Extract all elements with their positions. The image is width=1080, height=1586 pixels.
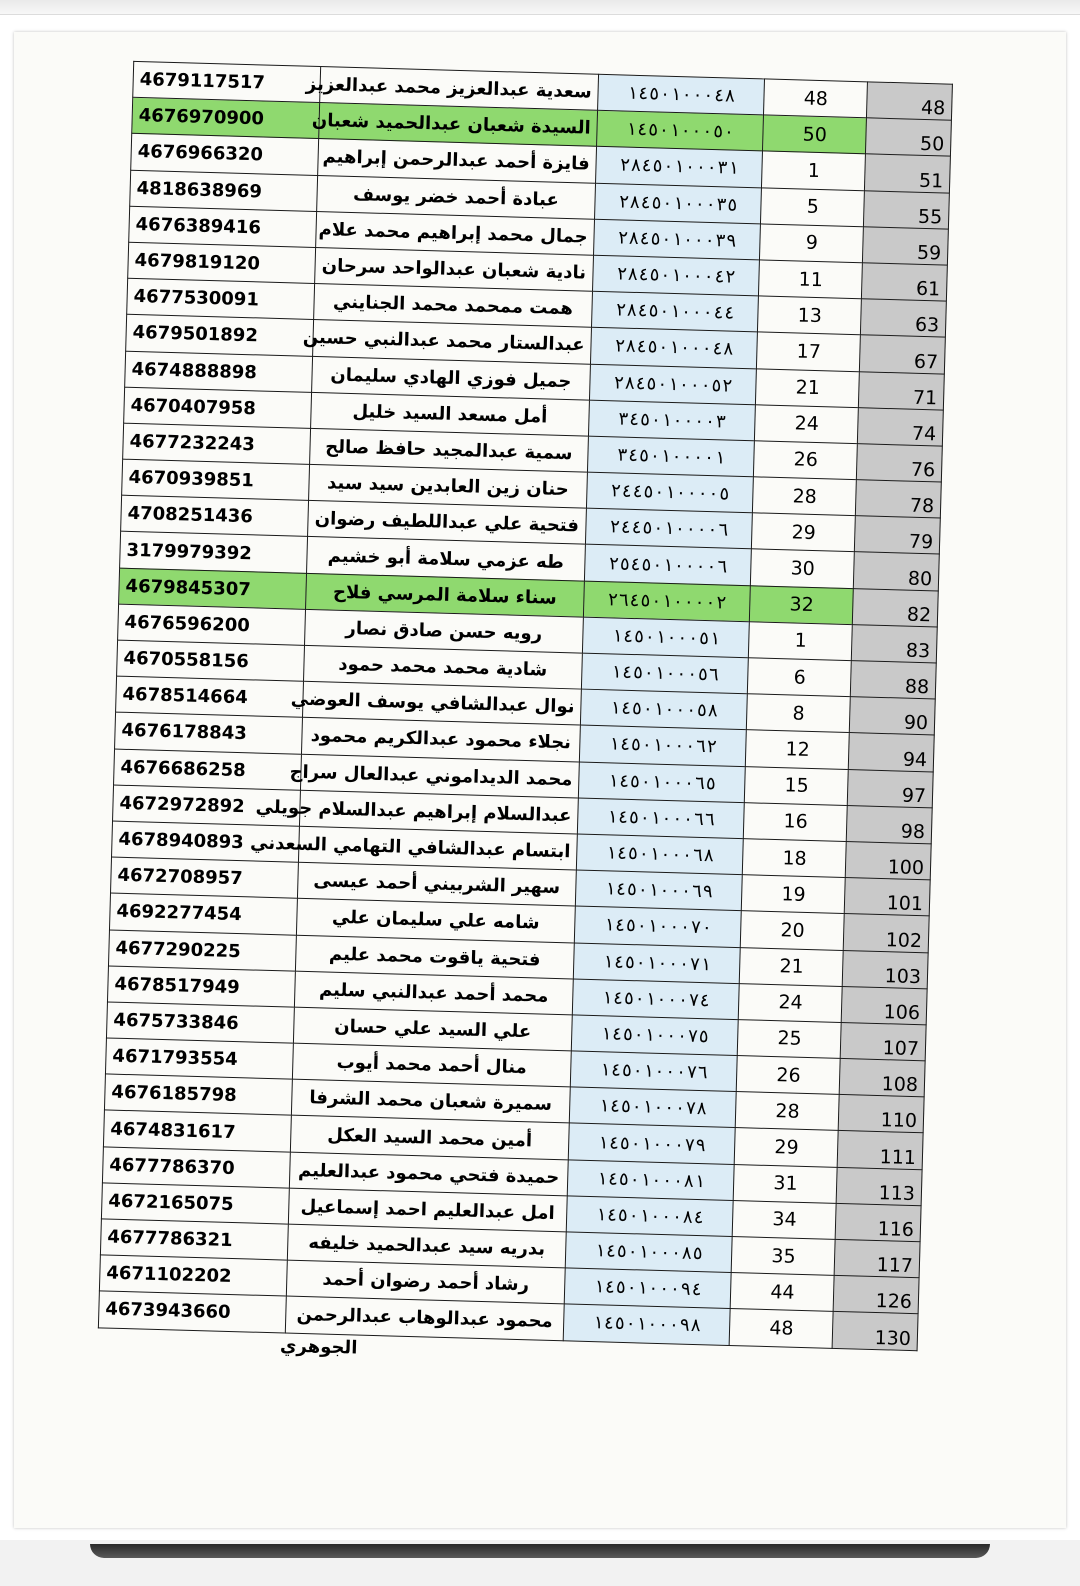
name-cell: حنان زين العابدين سيد سيد xyxy=(308,464,587,508)
code-cell: ١٤٥٠١٠٠٠٧٠ xyxy=(574,906,741,947)
id-cell: 4678514664 xyxy=(116,676,304,717)
name-cell: عبادة أحمد خضر يوسف xyxy=(316,175,595,219)
id-cell: 4676686258 xyxy=(114,749,302,790)
serial-cell: 51 xyxy=(865,154,951,193)
name-cell: سناء سلامة المرسي فلاح xyxy=(305,573,584,617)
serial-cell: 111 xyxy=(838,1131,924,1170)
name-cell: عبدالسلام إبراهيم عبدالسلام جويلي xyxy=(299,790,578,834)
serial-cell: 83 xyxy=(852,624,938,663)
code-cell: ١٤٥٠١٠٠٠٧٤ xyxy=(572,979,739,1020)
name-cell: جميل فوزي الهادي سليمان xyxy=(311,356,590,400)
serial-cell: 107 xyxy=(841,1022,927,1061)
serial-cell: 78 xyxy=(856,480,942,519)
code-cell: ١٤٥٠١٠٠٠٧٥ xyxy=(571,1015,738,1056)
name-cell: بدريه سيد عبدالحميد خليفه xyxy=(287,1224,566,1268)
code-cell: ٢٨٤٥٠١٠٠٠٣١ xyxy=(596,147,763,188)
number-cell: 34 xyxy=(733,1200,837,1239)
name-cell: نوال عبدالشافي يوسف العوضي xyxy=(302,681,581,725)
serial-cell: 130 xyxy=(832,1312,918,1351)
number-cell: 24 xyxy=(755,405,859,444)
id-cell: 4679819120 xyxy=(128,242,316,283)
serial-cell: 90 xyxy=(850,697,936,736)
id-cell: 4677232243 xyxy=(123,423,311,464)
code-cell: ٢٨٤٥٠١٠٠٠٣٥ xyxy=(595,183,762,224)
top-strip xyxy=(0,0,1080,15)
name-cell: رويه حسن صادق نصار xyxy=(304,609,583,653)
serial-cell: 55 xyxy=(864,190,950,229)
serial-cell: 106 xyxy=(842,986,928,1025)
number-cell: 26 xyxy=(737,1056,841,1095)
number-cell: 19 xyxy=(742,875,846,914)
number-cell: 20 xyxy=(741,911,845,950)
id-cell: 4671793554 xyxy=(105,1038,293,1079)
id-cell: 4676970900 xyxy=(132,98,320,139)
code-cell: ٢٦٤٥٠١٠٠٠٠٢ xyxy=(584,581,751,622)
id-cell: 4676596200 xyxy=(118,604,306,645)
serial-cell: 101 xyxy=(845,878,931,917)
number-cell: 24 xyxy=(739,983,843,1022)
id-cell: 4672165075 xyxy=(101,1183,289,1224)
id-cell: 4679501892 xyxy=(126,315,314,356)
number-cell: 21 xyxy=(740,947,844,986)
id-cell: 4674831617 xyxy=(103,1110,291,1151)
serial-cell: 97 xyxy=(848,769,934,808)
number-cell: 16 xyxy=(744,802,848,841)
name-cell: علي السيد علي حسان xyxy=(293,1007,572,1051)
number-cell: 9 xyxy=(760,224,864,263)
code-cell: ١٤٥٠١٠٠٠٥٦ xyxy=(582,653,749,694)
name-cell: نادية شعبان عبدالواحد سرحان xyxy=(314,247,593,291)
number-cell: 11 xyxy=(759,260,863,299)
code-cell: ٣٤٥٠١٠٠٠٠١ xyxy=(588,436,755,477)
number-cell: 1 xyxy=(762,151,866,190)
id-cell: 4676178843 xyxy=(115,712,303,753)
bottom-bar xyxy=(90,1544,990,1558)
number-cell: 48 xyxy=(729,1309,833,1348)
id-cell: 4670939851 xyxy=(122,459,310,500)
number-cell: 15 xyxy=(745,766,849,805)
serial-cell: 71 xyxy=(859,371,945,410)
serial-cell: 100 xyxy=(846,841,932,880)
name-cell: سعدية عبدالعزيز محمد عبدالعزيز xyxy=(319,67,598,111)
code-cell: ٢٥٤٥٠١٠٠٠٠٦ xyxy=(585,545,752,586)
number-cell: 32 xyxy=(750,585,854,624)
id-cell: 4818638969 xyxy=(130,170,318,211)
serial-cell: 116 xyxy=(835,1203,921,1242)
code-cell: ١٤٥٠١٠٠٠٧٨ xyxy=(569,1087,736,1128)
serial-cell: 126 xyxy=(833,1276,919,1315)
serial-cell: 108 xyxy=(840,1059,926,1098)
serial-cell: 76 xyxy=(857,444,943,483)
id-cell: 4673943660 xyxy=(98,1291,286,1332)
serial-cell: 59 xyxy=(863,227,949,266)
number-cell: 17 xyxy=(757,332,861,371)
serial-cell: 117 xyxy=(834,1239,920,1278)
name-cell: جمال محمد إبراهيم محمد علام xyxy=(315,211,594,255)
id-cell: 4677530091 xyxy=(127,278,315,319)
code-cell: ١٤٥٠١٠٠٠٤٨ xyxy=(598,74,765,115)
name-cell: فتحية ياقوت محمد عليم xyxy=(295,935,574,979)
name-cell: أمل مسعد السيد خليل xyxy=(310,392,589,436)
serial-cell: 98 xyxy=(847,805,933,844)
serial-cell: 67 xyxy=(860,335,946,374)
number-cell: 12 xyxy=(746,730,850,769)
name-cell: فايزة أحمد عبدالرحمن إبراهيم xyxy=(317,139,596,183)
serial-cell: 110 xyxy=(839,1095,925,1134)
table-wrap xyxy=(55,60,993,1453)
serial-cell: 50 xyxy=(866,118,952,157)
id-cell: 4670558156 xyxy=(117,640,305,681)
name-cell: محمود عبدالوهاب عبدالرحمن xyxy=(285,1296,564,1340)
number-cell: 31 xyxy=(734,1164,838,1203)
code-cell: ٢٨٤٥٠١٠٠٠٤٤ xyxy=(592,291,759,332)
name-cell: منال أحمد محمد أيوب xyxy=(292,1043,571,1087)
id-cell: 4676966320 xyxy=(131,134,319,175)
number-cell: 35 xyxy=(732,1237,836,1276)
code-cell: ٢٤٤٥٠١٠٠٠٠٦ xyxy=(586,508,753,549)
serial-cell: 102 xyxy=(844,914,930,953)
name-cell: ابتسام عبدالشافي التهامي السعدني xyxy=(298,826,577,870)
code-cell: ٢٨٤٥٠١٠٠٠٤٢ xyxy=(593,255,760,296)
id-cell: 4670407958 xyxy=(124,387,312,428)
code-cell: ١٤٥٠١٠٠٠٨٥ xyxy=(565,1232,732,1273)
name-cell: سميرة شعبان محمد الشرفا xyxy=(291,1079,570,1123)
number-cell: 50 xyxy=(763,115,867,154)
number-cell: 44 xyxy=(731,1273,835,1312)
table-body xyxy=(98,61,952,1350)
number-cell: 26 xyxy=(754,441,858,480)
name-cell: شامه علي سليمان علي xyxy=(296,899,575,943)
code-cell: ١٤٥٠١٠٠٠٦٨ xyxy=(576,834,743,875)
code-cell: ١٤٥٠١٠٠٠٨١ xyxy=(567,1160,734,1201)
serial-cell: 113 xyxy=(836,1167,922,1206)
number-cell: 6 xyxy=(748,658,852,697)
name-cell: محمد أحمد عبدالنبي سليم xyxy=(294,971,573,1015)
id-cell: 4676185798 xyxy=(104,1074,292,1115)
id-cell: 4671102202 xyxy=(99,1255,287,1296)
number-cell: 18 xyxy=(743,839,847,878)
id-cell: 4679117517 xyxy=(133,61,321,102)
number-cell: 30 xyxy=(751,549,855,588)
number-cell: 1 xyxy=(749,622,853,661)
name-cell: فتحية علي عبداللطيف رضوان xyxy=(307,501,586,545)
number-cell: 29 xyxy=(752,513,856,552)
name-continuation: الجوهري xyxy=(279,1334,358,1359)
code-cell: ١٤٥٠١٠٠٠٦٦ xyxy=(577,798,744,839)
id-cell: 4679845307 xyxy=(119,568,307,609)
number-cell: 13 xyxy=(758,296,862,335)
serial-cell: 79 xyxy=(855,516,941,555)
beneficiaries-table xyxy=(98,61,953,1351)
name-cell: طه عزمي سلامة أبو خشيم xyxy=(306,537,585,581)
id-cell: 4674888898 xyxy=(125,351,313,392)
number-cell: 21 xyxy=(756,368,860,407)
name-cell: امل عبدالعليم احمد إسماعيل xyxy=(288,1188,567,1232)
number-cell: 48 xyxy=(764,79,868,118)
id-cell: 4675733846 xyxy=(106,1002,294,1043)
code-cell: ١٤٥٠١٠٠٠٧٩ xyxy=(568,1123,735,1164)
name-cell: عبدالستار محمد عبدالنبي حسين xyxy=(312,320,591,364)
name-cell: محمد الديداموني عبدالعال سراج xyxy=(300,754,579,798)
name-cell: شادية محمد محمد حمود xyxy=(303,645,582,689)
code-cell: ١٤٥٠١٠٠٠٥٨ xyxy=(581,689,748,730)
name-cell: همت ممحمد محمد الجنايني xyxy=(313,284,592,328)
serial-cell: 82 xyxy=(853,588,939,627)
id-cell: 4676389416 xyxy=(129,206,317,247)
code-cell: ١٤٥٠١٠٠٠٩٤ xyxy=(564,1268,731,1309)
number-cell: 28 xyxy=(753,477,857,516)
serial-cell: 94 xyxy=(849,733,935,772)
number-cell: 5 xyxy=(761,187,865,226)
code-cell: ١٤٥٠١٠٠٠٧٦ xyxy=(570,1051,737,1092)
serial-cell: 103 xyxy=(843,950,929,989)
id-cell: 4677786370 xyxy=(102,1147,290,1188)
code-cell: ١٤٥٠١٠٠٠٦٥ xyxy=(578,762,745,803)
code-cell: ٢٨٤٥٠١٠٠٠٤٨ xyxy=(591,328,758,369)
name-cell: أمين محمد السيد العكل xyxy=(290,1116,569,1160)
id-cell: 4672972892 xyxy=(113,785,301,826)
serial-cell: 88 xyxy=(851,661,937,700)
id-cell: 4677290225 xyxy=(108,929,296,970)
code-cell: ١٤٥٠١٠٠٠٩٨ xyxy=(563,1304,730,1345)
code-cell: ١٤٥٠١٠٠٠٦٩ xyxy=(575,870,742,911)
id-cell: 3179979392 xyxy=(120,532,308,573)
serial-cell: 63 xyxy=(861,299,947,338)
serial-cell: 61 xyxy=(862,263,948,302)
number-cell: 28 xyxy=(736,1092,840,1131)
id-cell: 4677786321 xyxy=(100,1219,288,1260)
serial-cell: 74 xyxy=(858,407,944,446)
name-cell: حميدة فتحي محمود عبدالعليم xyxy=(289,1152,568,1196)
name-cell: سهير الشربيني أحمد عيسى xyxy=(297,862,576,906)
code-cell: ١٤٥٠١٠٠٠٥٠ xyxy=(597,110,764,151)
id-cell: 4678517949 xyxy=(107,966,295,1007)
id-cell: 4678940893 xyxy=(112,821,300,862)
id-cell: 4672708957 xyxy=(111,857,299,898)
name-cell: رشاد أحمد رضوان أحمد xyxy=(286,1260,565,1304)
code-cell: ٢٨٤٥٠١٠٠٠٣٩ xyxy=(594,219,761,260)
serial-cell: 48 xyxy=(867,82,953,121)
name-cell: نجلاء محمود عبدالكريم محمود xyxy=(301,718,580,762)
code-cell: ٣٤٥٠١٠٠٠٠٣ xyxy=(589,400,756,441)
code-cell: ١٤٥٠١٠٠٠٨٤ xyxy=(566,1196,733,1237)
number-cell: 25 xyxy=(738,1019,842,1058)
number-cell: 8 xyxy=(747,694,851,733)
number-cell: 29 xyxy=(735,1128,839,1167)
code-cell: ٢٤٤٥٠١٠٠٠٠٥ xyxy=(587,472,754,513)
name-cell: السيدة شعبان عبدالحميد شعبان xyxy=(318,103,597,147)
id-cell: 4692277454 xyxy=(109,893,297,934)
code-cell: ١٤٥٠١٠٠٠٥١ xyxy=(583,617,750,658)
code-cell: ١٤٥٠١٠٠٠٦٢ xyxy=(579,725,746,766)
id-cell: 4708251436 xyxy=(121,495,309,536)
code-cell: ٢٨٤٥٠١٠٠٠٥٢ xyxy=(590,364,757,405)
serial-cell: 80 xyxy=(854,552,940,591)
name-cell: سمية عبدالمجيد حافظ صالح xyxy=(309,428,588,472)
code-cell: ١٤٥٠١٠٠٠٧١ xyxy=(573,942,740,983)
